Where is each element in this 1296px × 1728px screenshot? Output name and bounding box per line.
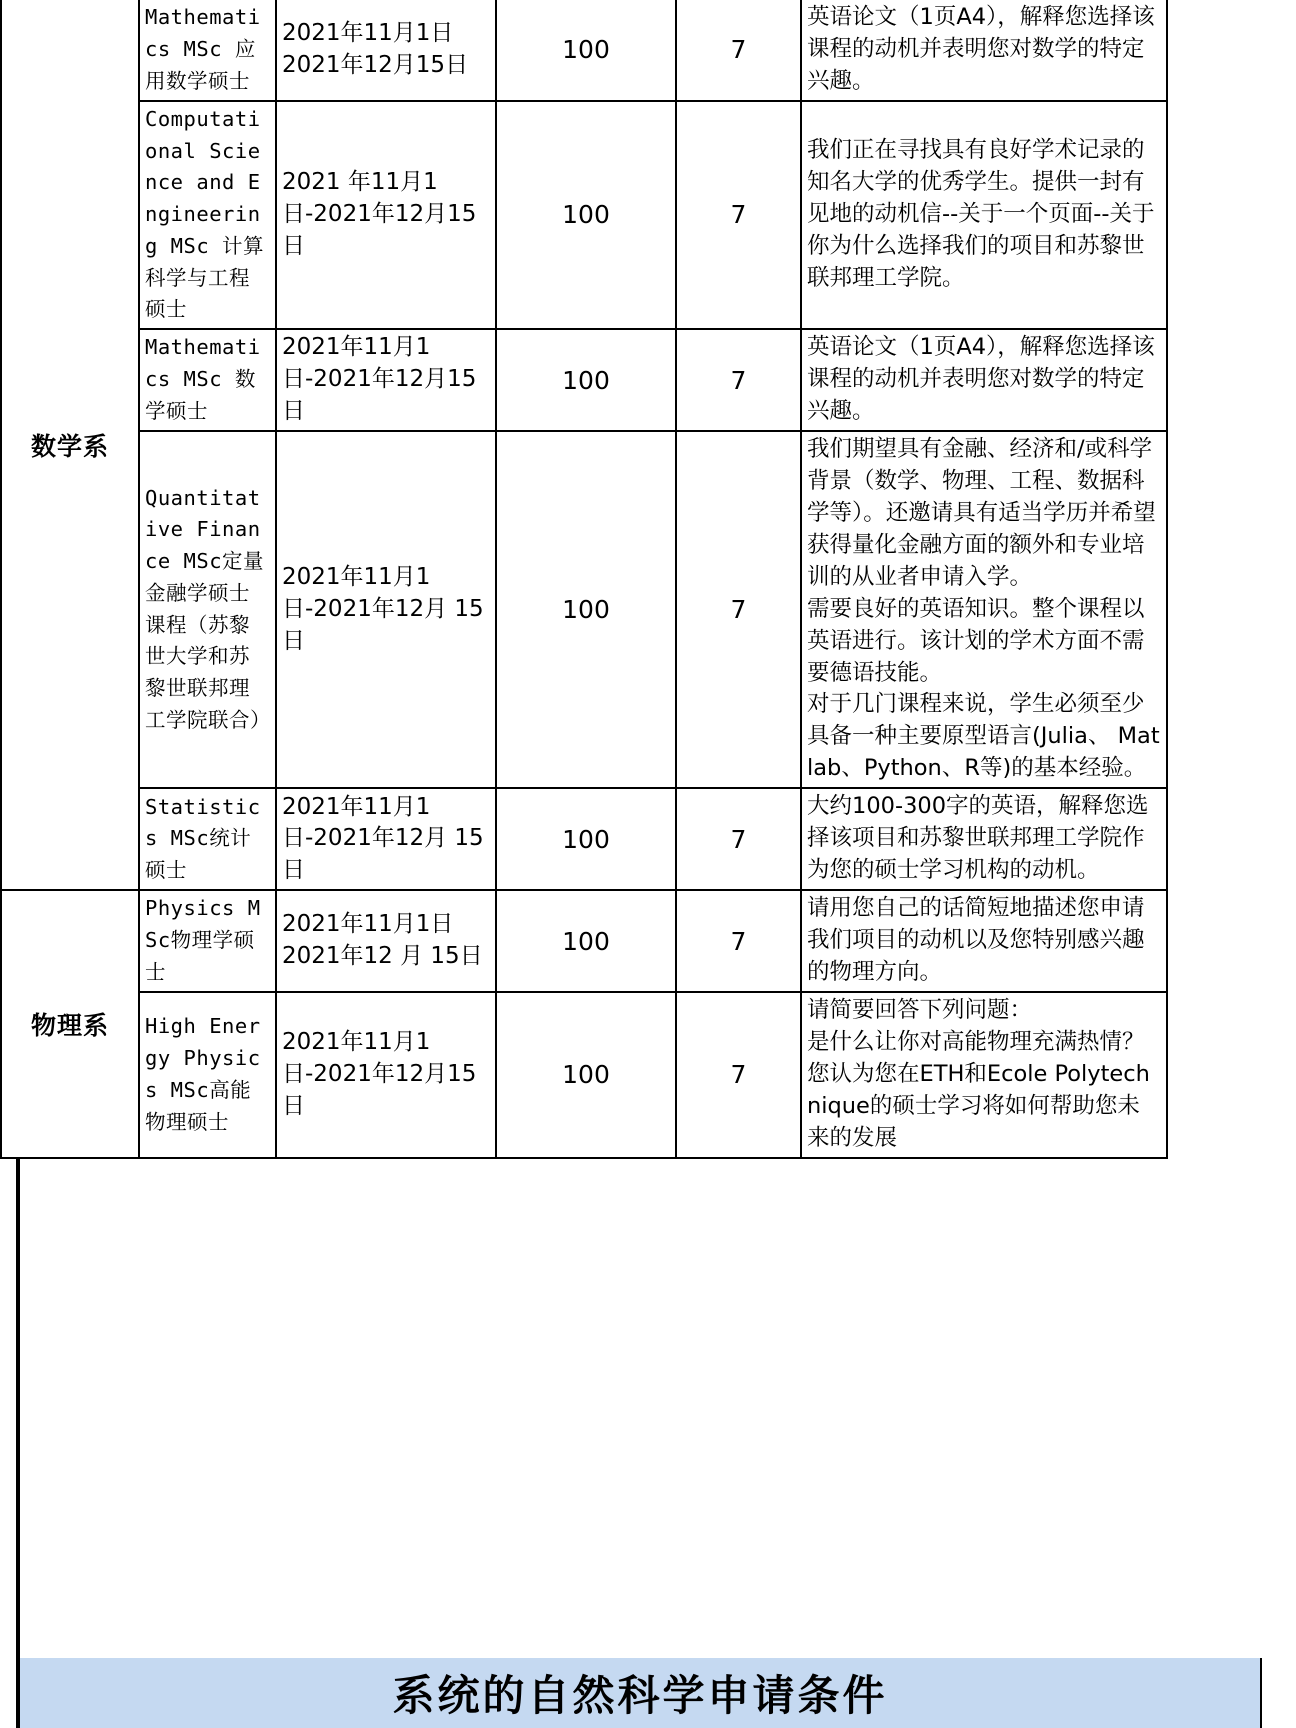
program-name-cell: Physics MSc物理学硕士 <box>139 890 276 992</box>
section-banner-title: 系统的自然科学申请条件 <box>392 1671 888 1720</box>
table-row <box>1 890 1167 992</box>
requirements-cell: 我们正在寻找具有良好学术记录的知名大学的优秀学生。提供一封有见地的动机信--关于一个页面--关于你为什么选择我们的项目和苏黎世联邦理工学院。 <box>801 101 1167 329</box>
section-banner <box>16 1658 1262 1728</box>
application-fee-cell: 100 <box>496 431 676 788</box>
application-period-cell: 2021 年11月1日-2021年12月15日 <box>276 101 496 329</box>
requirements-cell: 我们期望具有金融、经济和/或科学背景（数学、物理、工程、数据科学等）。还邀请具有适当学历并希望获得量化金融方面的额外和专业培训的从业者申请入学。 需要良好的英语知识。整个课程以英语进行。该计划的学术方面不需要德语技能。 对于几门课程来说，学生必须至少具备一种主要原型语言(Julia、 Matlab、Python、R等)的基本经验。 <box>801 431 1167 788</box>
program-name-cell: High Energy Physics MSc高能物理硕士 <box>139 992 276 1158</box>
application-period-cell: 2021年11月1日-2021年12月15日 <box>276 329 496 431</box>
application-fee-cell: 100 <box>496 329 676 431</box>
application-fee-cell: 100 <box>496 788 676 890</box>
table-row <box>1 992 1167 1158</box>
table-row <box>1 0 1167 101</box>
ielts-score-cell: 7 <box>676 431 801 788</box>
requirements-cell: 大约100-300字的英语，解释您选择该项目和苏黎世联邦理工学院作为您的硕士学习机构的动机。 <box>801 788 1167 890</box>
requirements-cell: 英语论文（1页A4），解释您选择该课程的动机并表明您对数学的特定兴趣。 <box>801 0 1167 101</box>
ielts-score-cell: 7 <box>676 0 801 101</box>
ielts-score-cell: 7 <box>676 890 801 992</box>
application-fee-cell: 100 <box>496 0 676 101</box>
application-fee-cell: 100 <box>496 101 676 329</box>
table-row <box>1 101 1167 329</box>
ielts-score-cell: 7 <box>676 992 801 1158</box>
program-name-cell: Quantitative Finance MSc定量金融学硕士课程（苏黎世大学和苏黎世联邦理工学院联合） <box>139 431 276 788</box>
ielts-score-cell: 7 <box>676 788 801 890</box>
program-name-cell: Mathematics MSc 数学硕士 <box>139 329 276 431</box>
application-fee-cell: 100 <box>496 890 676 992</box>
application-period-cell: 2021年11月1日-2021年12月 15日 <box>276 431 496 788</box>
program-name-cell: Statistics MSc统计硕士 <box>139 788 276 890</box>
application-period-cell: 2021年11月1日 2021年12月15日 <box>276 0 496 101</box>
application-period-cell: 2021年11月1日-2021年12月 15日 <box>276 788 496 890</box>
application-fee-cell: 100 <box>496 992 676 1158</box>
requirements-cell: 请用您自己的话简短地描述您申请我们项目的动机以及您特别感兴趣的物理方向。 <box>801 890 1167 992</box>
table-row <box>1 329 1167 431</box>
table-row <box>1 431 1167 788</box>
table-row <box>1 788 1167 890</box>
ielts-score-cell: 7 <box>676 329 801 431</box>
requirements-cell: 请简要回答下列问题： 是什么让你对高能物理充满热情？ 您认为您在ETH和Ecole Polytechnique的硕士学习将如何帮助您未来的发展 <box>801 992 1167 1158</box>
program-name-cell: Computational Science and Engineering MSc 计算科学与工程硕士 <box>139 101 276 329</box>
program-name-cell: Mathematics MSc 应用数学硕士 <box>139 0 276 101</box>
application-period-cell: 2021年11月1日-2021年12月15日 <box>276 992 496 1158</box>
department-cell-physics: 物理系 <box>1 890 139 1158</box>
ielts-score-cell: 7 <box>676 101 801 329</box>
application-period-cell: 2021年11月1日 2021年12 月 15日 <box>276 890 496 992</box>
department-cell-math: 数学系 <box>1 0 139 890</box>
requirements-cell: 英语论文（1页A4），解释您选择该课程的动机并表明您对数学的特定兴趣。 <box>801 329 1167 431</box>
